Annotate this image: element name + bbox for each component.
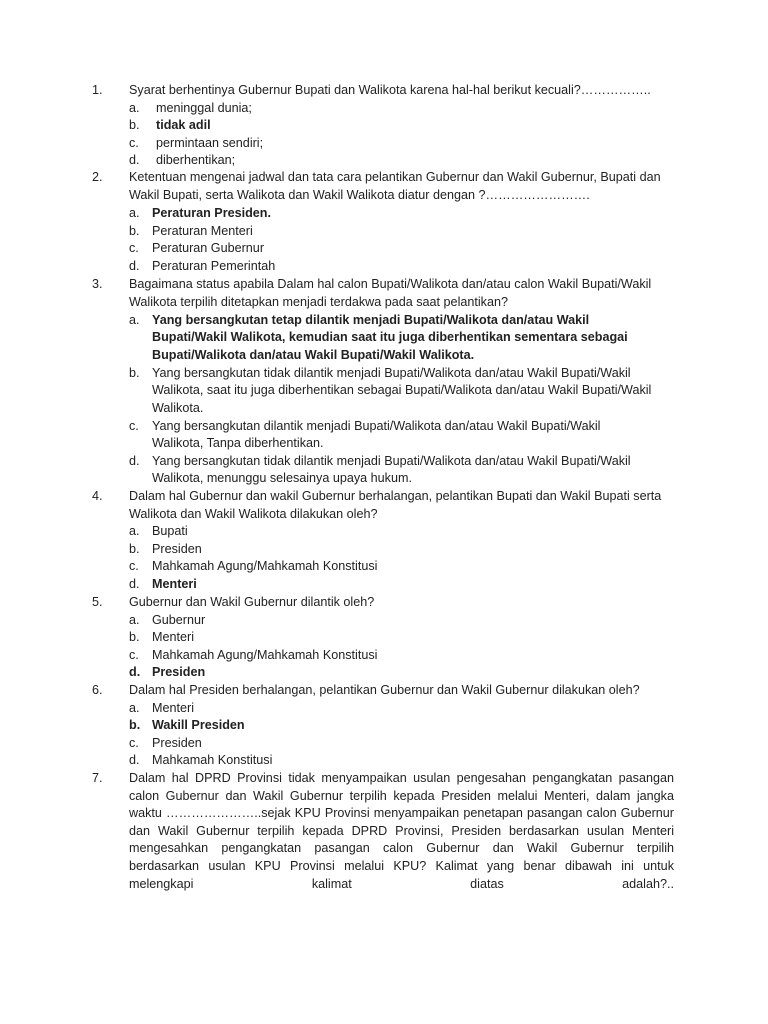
option-label: a. — [129, 524, 140, 538]
question-line: waktu …………………..sejak KPU Provinsi menyampaikan penetapan pasangan calon Gubernur — [129, 806, 674, 821]
option-text: Wakill Presiden — [152, 718, 245, 733]
option-label: c. — [129, 241, 139, 256]
option-text: permintaan sendiri; — [156, 135, 264, 150]
question-text: Dalam hal Gubernur dan wakil Gubernur berhalangan, pelantikan Bupati dan Wakil Bupati serta Walikota dan Wakil Walikota dilakukan oleh? — [129, 489, 662, 521]
option-label: d. — [129, 576, 140, 591]
option-label: b. — [129, 118, 140, 133]
question-line: berdasarkan usulan KPU Provinsi melalui KPU? Kalimat yang benar dibawah ini untuk — [129, 859, 674, 873]
option-text: Peraturan Gubernur — [152, 241, 265, 256]
question-number: 7. — [92, 771, 103, 785]
question-line: melengkapi kalimat diatas adalah?.. — [129, 876, 674, 891]
question-number: 3. — [92, 277, 103, 291]
option-label: b. — [129, 630, 140, 645]
option-text: Menteri — [152, 630, 194, 645]
option-label: d. — [129, 258, 140, 273]
option-label: a. — [129, 700, 140, 715]
option-text: Peraturan Pemerintah — [152, 258, 276, 273]
option-label: a. — [129, 312, 140, 327]
option-label: c. — [129, 735, 139, 750]
question-number: 4. — [92, 489, 103, 503]
question-number: 2. — [92, 170, 103, 184]
question-text: Gubernur dan Wakil Gubernur dilantik oleh? — [129, 595, 375, 609]
question-line: dan Wakil Gubernur terpilih kepada DPRD Provinsi, Presiden berdasarkan usulan Menteri — [129, 823, 674, 838]
option-text: Mahkamah Konstitusi — [152, 753, 273, 768]
option-text: diberhentikan; — [156, 153, 236, 168]
option-text: Yang bersangkutan tidak dilantik menjadi Bupati/Walikota dan/atau Wakil Bupati/Wakil Walikota, menunggu selesainya upaya hukum. — [152, 453, 631, 486]
option-label: c. — [129, 135, 139, 150]
option-label: b. — [129, 541, 140, 556]
question-number: 1. — [92, 83, 103, 97]
option-label: d. — [129, 453, 140, 468]
option-label: c. — [129, 647, 139, 662]
option-text: Menteri — [152, 700, 194, 715]
option-text: Gubernur — [152, 612, 206, 627]
option-text: Mahkamah Agung/Mahkamah Konstitusi — [152, 647, 378, 662]
option-text: Presiden — [152, 541, 202, 556]
question-line: calon Gubernur dan Wakil Gubernur terpilih kepada Presiden melalui Menteri, dalam jangka — [129, 788, 674, 803]
option-text: Yang bersangkutan tidak dilantik menjadi Bupati/Walikota dan/atau Wakil Bupati/Wakil Walikota, saat itu juga diberhentikan sebagai Bupati/Walikota dan/atau Wakil Bupati/Wakil Walikota. — [152, 365, 652, 415]
option-text: Yang bersangkutan dilantik menjadi Bupati/Walikota dan/atau Wakil Bupati/Wakil Walikota, Tanpa diberhentikan. — [152, 418, 601, 451]
option-text: Menteri — [152, 576, 197, 591]
question-text: Ketentuan mengenai jadwal dan tata cara pelantikan Gubernur dan Wakil Gubernur, Bupati dan Wakil Bupati, serta Walikota dan Wakil Walikota diatur dengan ?……………………. — [129, 170, 661, 202]
option-text: Presiden — [152, 665, 206, 680]
option-text: Yang bersangkutan tetap dilantik menjadi Bupati/Walikota dan/atau Wakil Bupati/Wakil Walikota, kemudian saat itu juga diberhentikan sementara sebagai Bupati/Walikota dan/atau Wakil Bupati/Wakil Walikota. — [152, 312, 628, 362]
option-label: b. — [129, 718, 141, 733]
question-text: Bagaimana status apabila Dalam hal calon Bupati/Walikota dan/atau calon Wakil Bupati/Wakil Walikota terpilih ditetapkan menjadi terdakwa pada saat pelantikan? — [129, 277, 652, 309]
question-number: 6. — [92, 683, 103, 697]
option-label: c. — [129, 418, 139, 433]
question-line: mengesahkan pengangkatan pasangan calon Gubernur dan Wakil Gubernur terpilih — [129, 841, 674, 856]
question-number: 5. — [92, 595, 103, 609]
option-label: a. — [129, 612, 140, 627]
option-text: Peraturan Menteri — [152, 223, 253, 238]
option-label: a. — [129, 100, 140, 115]
option-label: d. — [129, 153, 140, 168]
option-label: d. — [129, 665, 141, 680]
option-text: meninggal dunia; — [156, 100, 252, 115]
question-line: Dalam hal DPRD Provinsi tidak menyampaikan usulan pengesahan pengangkatan pasangan — [129, 771, 674, 785]
question-text: Dalam hal Presiden berhalangan, pelantikan Gubernur dan Wakil Gubernur dilakukan oleh? — [129, 683, 640, 697]
option-label: a. — [129, 206, 140, 220]
option-text: Bupati — [152, 524, 188, 538]
question-text: Syarat berhentinya Gubernur Bupati dan Walikota karena hal-hal berikut kecuali?…………….. — [129, 83, 651, 97]
option-text: Peraturan Presiden. — [152, 206, 271, 220]
option-label: c. — [129, 559, 139, 574]
option-label: d. — [129, 753, 140, 768]
option-label: b. — [129, 365, 140, 380]
option-text: tidak adil — [156, 118, 211, 133]
option-text: Presiden — [152, 735, 202, 750]
option-label: b. — [129, 223, 140, 238]
option-text: Mahkamah Agung/Mahkamah Konstitusi — [152, 559, 378, 574]
